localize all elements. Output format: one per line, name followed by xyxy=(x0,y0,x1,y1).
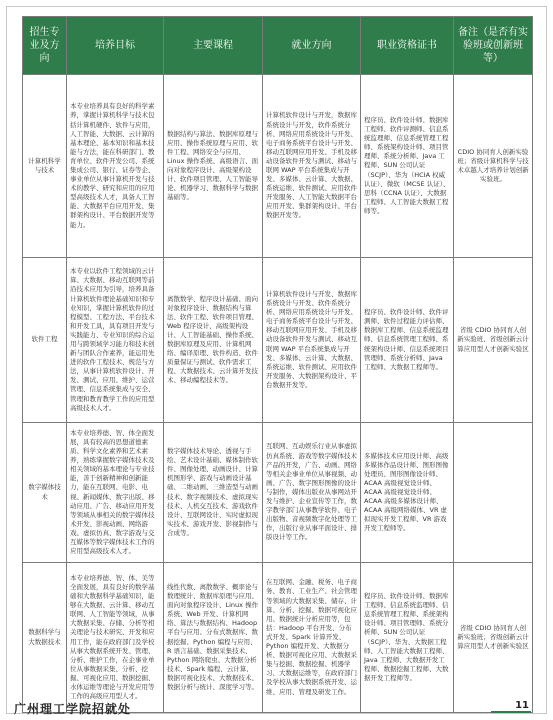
cell-courses: 数据结构与算法、数据库原理与应用、操作系统原理与应用、软件工程、网络安全与应用、Linux 操作系统、高级语言、面向对象程序设计、高级架构设计、软件项目管理、人工智能导论、机器学习、数据科学与数据基础等。 xyxy=(164,75,263,258)
header-objectives: 培养目标 xyxy=(67,17,164,75)
cell-employment: 计算机软件设计与开发、数据库系统设计与开发、软件系统分析、网络应用系统设计与开发、电子商务系统平台设计与开发、移动互联网应用开发、手机及移动设备软件开发与测试、移动互联网 WAP 平台系统集成与开发、多媒体、云计算、大数据、系统运维、软件测试、应用软件开发服务、大数据架构设计、平台数据开发等。 xyxy=(263,258,361,423)
header-employment: 就业方向 xyxy=(263,17,361,75)
cell-objectives: 本专业以软件工程领域的云计算、大数据、移动互联网等前沿技术应用为引导，培养具备计算机软件理论基础知识和专业知识，掌握计算机软件的过程模型、工程方法、平台技术和开发工具，具有项目开发与实践能力、专业知识的综合运用与跨领域学习能力和技术创新与团队合作素养，能运用先进的软件工程技术、规范与方法，从事计算机软件设计、开发、测试、应用、维护、运营管理、信息系统集成与安全、管理和教育教学工作的应用型高级技术人才。 xyxy=(67,258,164,423)
cell-employment: 互联网、互动娱乐行业从事虚拟仿真系统、游戏等数字媒体技术产品的开发，广告、动画、网络等相关企事业单位从事视频、动画、广告、数字图形图像的设计与制作，媒体出版业从事网站开发与维护、企业宣传等工作，数字教学部门从事教学软件、电子出版物、音视频数字化处理等工作，出版行业从事平面设计、排版设计等工作。 xyxy=(263,423,361,563)
cell-remarks: 省级 CDIO 协同育人创新实验班、省级创新云计算应用型人才创新实验区 xyxy=(454,258,533,423)
cell-employment: 在互联网、金融、税务、电子商务、教育、工业生产、社会管理等领域的大数据采集、储存、计算、分析、挖掘、数据可视化应用、数据统计分析应用等，包括：Hadoop 平台开发、分布式开发、Spark 计算开发、Python 编程开发、大数据分析、数据可视化应用、大数据采集与挖掘、数据挖掘、机器学习、大数据运维等，在政府部门及学校从事大数据系统开发、运维、应用、管理及研发工作。 xyxy=(263,563,361,713)
cell-objectives: 本专业培养德、智、体、美等全面发展，具有良好的数学基础和大数据科学基础知识，能够在大数据、云计算、移动互联网、人工智能等领域，从事大数据采集、存储、分析等相关理论与技术研究、开发和应用工作，能在政府部门及学校从事大数据系统开发、管理、分析、维护工作，在企事业单位从事数据采集、分析、挖掘、可视化应用、数据挖掘、水体运维等理论与开发应用等工作的高级应用型人才。 xyxy=(67,563,164,713)
cell-certificates: 多媒体技术应用设计师、高级多媒体作品设计师、图形图像处理员、图形图像设计师、ACAA 高级视觉设计师、ACAA 高级视觉设计师、ACAA 高级多媒体设计师、ACAA 高级网络媒体、VR 虚拟现实开发工程师、VR 游戏开发工程师等。 xyxy=(361,423,454,563)
header-courses: 主要课程 xyxy=(164,17,263,75)
cell-remarks: CDIO 协同育人创新实验班；省级计算机科学与技术卓越人才培养计划创新实验班。 xyxy=(454,75,533,258)
table-row xyxy=(23,258,533,423)
table-row xyxy=(23,423,533,563)
cell-major: 计算机科学与技术 xyxy=(23,75,67,258)
page-number: 11 xyxy=(515,700,529,711)
cell-major: 数据科学与大数据技术 xyxy=(23,563,67,713)
cell-major: 数字媒体技术 xyxy=(23,423,67,563)
cell-certificates: 程序员、软件设计师、数据库工程师、软件评测师、信息系统监理师、信息系统管理工程师、系统架构设计师、项目管理师、系统分析师、Java 工程师、SUN 公司认证（SCJP）、华为（HCIA 权威认证）、微软（MCSE 认证）、思科（CCNA 认证）、大数据工程师、人工智能大数据工程师等。 xyxy=(361,75,454,258)
cell-remarks xyxy=(454,423,533,563)
cell-courses: 数字媒体技术导论、透视与手绘、艺术设计基础、媒体制作软件、图像处理、动画设计、计算机图形学、游戏与动画设计基础、二维动画、三维造型与动画技术、数字视频技术、虚拟现实技术、人机交互技术、游戏软件设计、互联网设计、实时虚拟现实技术、游戏开发、影视制作与合成等。 xyxy=(164,423,263,563)
cell-objectives: 本专业培养德、智、体全面发展，具有较高的思想道德素质、科学文化素养和艺术素养，熟练掌握数字媒体技术及相关领域的基本理论与专业技能，善于创新精神和创新能力，能在互联网、电影、电视、新闻媒体、数字出版、移动应用、广告、移动应用开发等领域从事相关的数字媒体技术开发、影视动画、网络游戏、虚拟仿真、数字游戏与交互媒体等数字媒体技术工作的应用型高级技术人才。 xyxy=(67,423,164,563)
cell-courses: 离散数学、程序设计基础、面向对象程序设计、数据结构与算法、软件工程、软件项目管理、Web 程序设计、高级架构设计、人工智能基础、操作系统、数据库原理及应用、计算机网络、编译原理、软件构造、软件质量保证与测试、软件需求工程、大数据技术、云计算开发技术、移动编程技术等。 xyxy=(164,258,263,423)
table-row xyxy=(23,75,533,258)
header-major: 招生专业及方向 xyxy=(23,17,67,75)
page-number-underline xyxy=(491,711,531,713)
cell-employment: 计算机软件设计与开发，数据库系统设计与开发，软件系统分析、网络应用系统设计与开发、电子商务系统平台设计与开发、移动互联网应用开发、手机及移动设备软件开发与测试、移动与联网 WAP 平台系统集成与开发、多媒体、云计算、大数据、系统运维、软件测试、应用软件开发服务、人工智能大数据平台应用开发、集群架构设计、平台数据开发等。 xyxy=(263,75,361,258)
cell-objectives: 本专业培养具有良好的科学素养，掌握计算机科学与技术包括计算机硬件、软件与应用，人工智能、大数据、云计算的基本理论、基本知识和基本技能与方法，能在科研部门、教育单位、软件开发公司、系统集成公司、银行、证券等企、事业单位从事计算机开发与技术的教学、研究和应用的应用型高级技术人才，具备人工智能、大数据平台应用开发、集群架构设计、平台数据开发等能力。 xyxy=(67,75,164,258)
school-name-footer: 广州理工学院招就处 xyxy=(14,702,132,716)
cell-certificates: 程序员、软件设计师、数据库工程师、信息系统监理师、信息系统管理工程师、系统架构设计师、项目管理师、系统分析师、SUN 公司认证（SCJP）、华为、大数据工程师、人工智能大数据工程师、Java 工程师、大数据开发工程师、数据挖掘工程师、大数据开发工程师等。 xyxy=(361,563,454,713)
cell-remarks: 省级 CDIO 协同育人创新实验班；省级创新云计算应用型人才创新实验区 xyxy=(454,563,533,713)
program-table xyxy=(22,16,533,713)
header-certificates: 职业资格证书 xyxy=(361,17,454,75)
table-header-row xyxy=(23,17,533,75)
cell-major: 软件工程 xyxy=(23,258,67,423)
header-remarks: 备注（是否有实验班或创新班等） xyxy=(454,17,533,75)
table-row xyxy=(23,563,533,713)
cell-courses: 线性代数、离散数学、概率论与数理统计、数据库原理与应用、面向对象程序设计、Linux 操作系统、Web 开发、计算机网络、算法与数据结构、Hadoop 平台与应用、分布式数据库、数据挖掘、Python 编程与应用、R 语言基础、数据采集技术、Python 网络爬虫、大数据分析技术、Spark 编程、云计算、数据可视化技术、大数据技术、数据分析与统计、深度学习等。 xyxy=(164,563,263,713)
cell-certificates: 程序员、软件设计师、软件评测师、软件过程能力评估师、数据库工程师、信息系统监理师、信息系统管理工程师、系统架构设计师、信息系统项目管理师、系统分析师、Java 工程师、大数据工程师等。 xyxy=(361,258,454,423)
